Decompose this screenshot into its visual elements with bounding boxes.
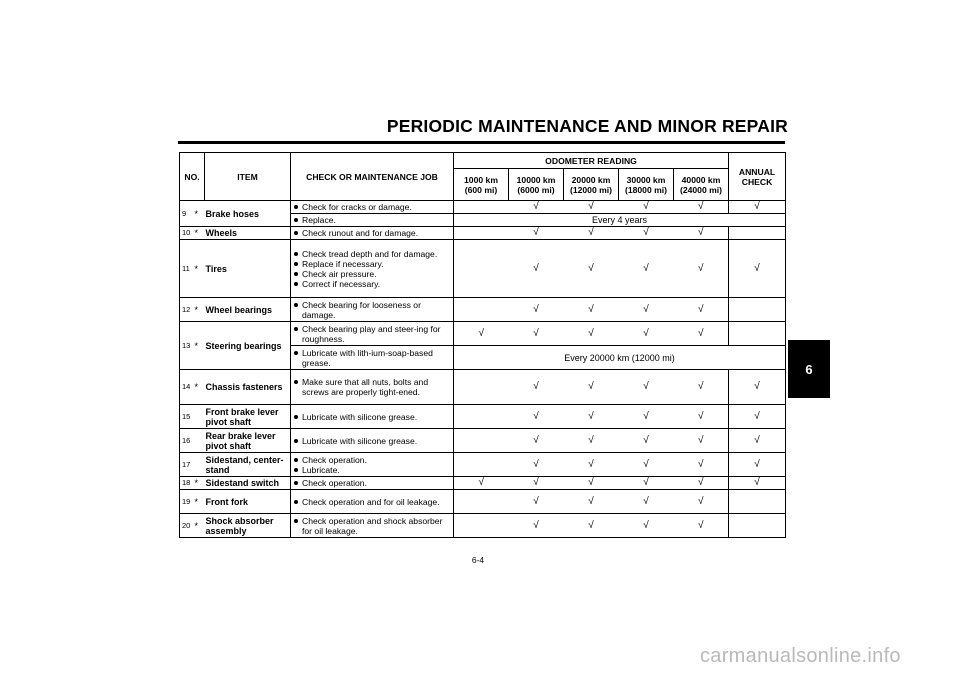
row-star xyxy=(195,453,205,477)
check-mark xyxy=(454,298,509,322)
row-job xyxy=(291,477,454,490)
header-job: CHECK OR MAINTENANCE JOB xyxy=(291,153,454,201)
check-mark xyxy=(454,514,509,538)
row-star: * xyxy=(195,298,205,322)
interval-mi: (6000 mi) xyxy=(517,184,555,195)
bullet-icon xyxy=(294,468,298,472)
bullet-icon xyxy=(294,481,298,485)
interval-km: 40000 km xyxy=(681,174,721,185)
interval-mi: (24000 mi) xyxy=(679,184,723,195)
row-item: Shock absorber assembly xyxy=(205,514,291,538)
row-job xyxy=(291,514,454,538)
header-item: ITEM xyxy=(205,153,291,201)
check-mark: √ xyxy=(509,453,564,477)
check-mark: √ xyxy=(564,322,619,346)
row-star: * xyxy=(195,322,205,370)
bullet-icon xyxy=(294,272,298,276)
row-number: 18 xyxy=(180,477,195,490)
job-text: Lubricate with silicone grease. xyxy=(302,411,418,422)
check-mark xyxy=(729,490,786,514)
row-number: 19 xyxy=(180,490,195,514)
interval-km: 10000 km xyxy=(516,174,556,185)
bullet-icon xyxy=(294,303,298,307)
row-star: * xyxy=(195,514,205,538)
row-star: * xyxy=(195,370,205,405)
interval-note: Every 4 years xyxy=(454,214,786,227)
header-interval xyxy=(674,169,729,201)
row-item: Wheels xyxy=(205,227,291,240)
row-job xyxy=(291,322,454,346)
bullet-icon xyxy=(294,252,298,256)
check-mark: √ xyxy=(619,477,674,490)
row-star: * xyxy=(195,227,205,240)
job-text: Lubricate with silicone grease. xyxy=(302,435,418,446)
interval-mi: (12000 mi) xyxy=(569,184,613,195)
check-mark: √ xyxy=(509,490,564,514)
check-mark xyxy=(729,514,786,538)
row-item: Tires xyxy=(205,240,291,298)
check-mark: √ xyxy=(674,201,729,214)
check-mark: √ xyxy=(674,453,729,477)
check-mark: √ xyxy=(509,477,564,490)
row-star xyxy=(195,405,205,429)
job-text: Check operation. xyxy=(302,454,367,465)
row-star xyxy=(195,429,205,453)
check-mark: √ xyxy=(564,370,619,405)
row-job xyxy=(291,214,454,227)
row-item: Rear brake lever pivot shaft xyxy=(205,429,291,453)
check-mark: √ xyxy=(674,227,729,240)
check-mark: √ xyxy=(509,514,564,538)
maintenance-table xyxy=(179,152,786,538)
check-mark: √ xyxy=(674,429,729,453)
header-interval xyxy=(564,169,619,201)
check-mark: √ xyxy=(619,322,674,346)
check-mark: √ xyxy=(674,370,729,405)
check-mark: √ xyxy=(564,298,619,322)
row-item: Front brake lever pivot shaft xyxy=(205,405,291,429)
check-mark: √ xyxy=(729,429,786,453)
row-number: 10 xyxy=(180,227,195,240)
row-item: Steering bearings xyxy=(205,322,291,370)
check-mark: √ xyxy=(509,370,564,405)
check-mark: √ xyxy=(509,298,564,322)
check-mark: √ xyxy=(674,405,729,429)
bullet-icon xyxy=(294,500,298,504)
row-number: 20 xyxy=(180,514,195,538)
interval-mi: (600 mi) xyxy=(464,184,498,195)
check-mark: √ xyxy=(619,453,674,477)
row-item: Wheel bearings xyxy=(205,298,291,322)
header-interval xyxy=(619,169,674,201)
check-mark: √ xyxy=(674,477,729,490)
check-mark: √ xyxy=(454,322,509,346)
bullet-icon xyxy=(294,327,298,331)
watermark: carmanualsonline.info xyxy=(700,645,901,667)
row-item: Chassis fasteners xyxy=(205,370,291,405)
check-mark: √ xyxy=(564,201,619,214)
interval-note: Every 20000 km (12000 mi) xyxy=(454,346,786,370)
header-odometer: ODOMETER READING xyxy=(454,153,729,169)
job-text: Check runout and for damage. xyxy=(302,228,419,238)
check-mark: √ xyxy=(619,227,674,240)
interval-km: 20000 km xyxy=(571,174,611,185)
row-number: 14 xyxy=(180,370,195,405)
check-mark: √ xyxy=(564,490,619,514)
bullet-icon xyxy=(294,282,298,286)
chapter-tab: 6 xyxy=(788,340,830,398)
check-mark: √ xyxy=(564,405,619,429)
check-mark: √ xyxy=(509,227,564,240)
job-text: Check bearing play and steer-ing for roughness. xyxy=(302,323,441,344)
job-text: Check air pressure. xyxy=(302,268,377,279)
row-number: 11 xyxy=(180,240,195,298)
check-mark: √ xyxy=(619,429,674,453)
job-text: Correct if necessary. xyxy=(302,278,381,289)
check-mark xyxy=(454,453,509,477)
job-text: Check operation and for oil leakage. xyxy=(302,496,440,507)
job-text: Lubricate. xyxy=(302,464,340,475)
row-number: 12 xyxy=(180,298,195,322)
bullet-icon xyxy=(294,218,298,222)
check-mark: √ xyxy=(564,514,619,538)
header-interval xyxy=(454,169,509,201)
row-item: Sidestand, center-stand xyxy=(205,453,291,477)
check-mark: √ xyxy=(619,240,674,298)
check-mark: √ xyxy=(564,240,619,298)
row-job xyxy=(291,405,454,429)
bullet-icon xyxy=(294,262,298,266)
bullet-icon xyxy=(294,439,298,443)
row-star: * xyxy=(195,240,205,298)
bullet-icon xyxy=(294,205,298,209)
row-job xyxy=(291,298,454,322)
check-mark: √ xyxy=(564,429,619,453)
check-mark xyxy=(454,405,509,429)
header-no: NO. xyxy=(180,153,205,201)
check-mark xyxy=(454,227,509,240)
bullet-icon xyxy=(294,351,298,355)
check-mark: √ xyxy=(729,240,786,298)
check-mark: √ xyxy=(729,370,786,405)
check-mark: √ xyxy=(674,490,729,514)
check-mark xyxy=(454,429,509,453)
check-mark: √ xyxy=(509,429,564,453)
interval-km: 30000 km xyxy=(626,174,666,185)
row-star: * xyxy=(195,477,205,490)
check-mark: √ xyxy=(509,405,564,429)
job-text: Check for cracks or damage. xyxy=(302,202,412,212)
check-mark: √ xyxy=(619,298,674,322)
check-mark: √ xyxy=(509,201,564,214)
job-text: Replace. xyxy=(302,215,336,225)
check-mark: √ xyxy=(729,477,786,490)
check-mark xyxy=(729,298,786,322)
row-job xyxy=(291,240,454,298)
row-number: 16 xyxy=(180,429,195,453)
row-item: Front fork xyxy=(205,490,291,514)
row-job xyxy=(291,227,454,240)
interval-mi: (18000 mi) xyxy=(624,184,668,195)
job-text: Check tread depth and for damage. xyxy=(302,248,438,259)
row-job xyxy=(291,453,454,477)
check-mark: √ xyxy=(619,405,674,429)
row-job xyxy=(291,429,454,453)
job-text: Lubricate with lith-ium-soap-based grease. xyxy=(302,347,433,368)
row-number: 13 xyxy=(180,322,195,370)
title-rule xyxy=(178,141,785,144)
page-title: PERIODIC MAINTENANCE AND MINOR REPAIR xyxy=(386,116,788,136)
check-mark: √ xyxy=(619,514,674,538)
job-text: Check bearing for looseness or damage. xyxy=(302,299,421,320)
row-star: * xyxy=(195,201,205,227)
row-item: Brake hoses xyxy=(205,201,291,227)
check-mark: √ xyxy=(509,322,564,346)
check-mark: √ xyxy=(674,240,729,298)
check-mark xyxy=(454,201,509,214)
row-number: 9 xyxy=(180,201,195,227)
row-job xyxy=(291,490,454,514)
check-mark: √ xyxy=(564,227,619,240)
row-star: * xyxy=(195,490,205,514)
bullet-icon xyxy=(294,519,298,523)
check-mark: √ xyxy=(509,240,564,298)
row-number: 17 xyxy=(180,453,195,477)
check-mark xyxy=(454,490,509,514)
header-annual: ANNUAL CHECK xyxy=(729,153,786,201)
check-mark xyxy=(454,370,509,405)
job-text: Check operation and shock absorber for oil leakage. xyxy=(302,515,443,536)
bullet-icon xyxy=(294,415,298,419)
row-job xyxy=(291,370,454,405)
check-mark xyxy=(729,322,786,346)
check-mark: √ xyxy=(674,322,729,346)
row-job xyxy=(291,201,454,214)
check-mark: √ xyxy=(729,405,786,429)
check-mark: √ xyxy=(619,370,674,405)
check-mark: √ xyxy=(564,453,619,477)
check-mark: √ xyxy=(564,477,619,490)
job-text: Make sure that all nuts, bolts and screws are properly tight-ened. xyxy=(302,377,429,397)
page-number: 6-4 xyxy=(471,555,485,565)
interval-km: 1000 km xyxy=(464,174,498,185)
bullet-icon xyxy=(294,380,298,384)
check-mark: √ xyxy=(729,453,786,477)
check-mark: √ xyxy=(729,201,786,214)
bullet-icon xyxy=(294,458,298,462)
check-mark: √ xyxy=(454,477,509,490)
row-number: 15 xyxy=(180,405,195,429)
check-mark: √ xyxy=(674,298,729,322)
check-mark: √ xyxy=(619,201,674,214)
check-mark xyxy=(729,227,786,240)
check-mark: √ xyxy=(619,490,674,514)
check-mark: √ xyxy=(674,514,729,538)
row-job xyxy=(291,346,454,370)
job-text: Replace if necessary. xyxy=(302,258,384,269)
job-text: Check operation. xyxy=(302,478,367,488)
check-mark xyxy=(454,240,509,298)
bullet-icon xyxy=(294,231,298,235)
header-interval xyxy=(509,169,564,201)
row-item: Sidestand switch xyxy=(205,477,291,490)
